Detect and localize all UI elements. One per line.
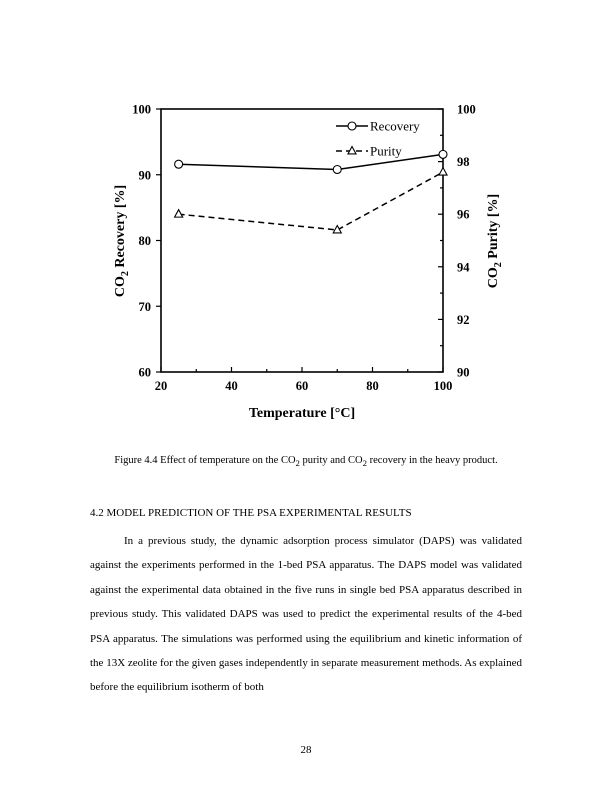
axis-label-subscript: 2 bbox=[493, 262, 504, 268]
legend-label-recovery: Recovery bbox=[370, 118, 420, 134]
y-right-tick-label: 96 bbox=[457, 207, 470, 222]
caption-subscript: 2 bbox=[295, 458, 300, 469]
y-right-tick-label: 92 bbox=[457, 312, 470, 327]
series-line-recovery bbox=[179, 154, 443, 169]
y-right-tick-label: 94 bbox=[457, 260, 470, 275]
x-tick-label: 40 bbox=[225, 379, 238, 393]
caption-text: Figure 4.4 Effect of temperature on the CO bbox=[114, 455, 296, 466]
caption-subscript: 2 bbox=[362, 458, 367, 469]
x-axis-label: Temperature [°C] bbox=[248, 406, 356, 421]
axis-label-subscript: 2 bbox=[120, 271, 131, 277]
axis-label-part: CO bbox=[113, 276, 128, 298]
data-point-recovery bbox=[175, 160, 183, 168]
caption-text: purity and CO bbox=[299, 455, 363, 466]
x-tick-label: 80 bbox=[366, 379, 379, 393]
data-point-purity bbox=[175, 210, 183, 217]
series-line-purity bbox=[179, 172, 443, 230]
y-left-tick-label: 60 bbox=[138, 365, 151, 380]
x-tick-label: 60 bbox=[295, 379, 309, 393]
y-axis-label-left bbox=[113, 185, 131, 297]
y-axis-label-right bbox=[486, 194, 504, 288]
x-tick-label: 100 bbox=[433, 379, 453, 393]
y-left-tick-label: 90 bbox=[138, 168, 151, 183]
data-point-recovery bbox=[333, 165, 341, 173]
y-left-tick-label: 70 bbox=[138, 299, 151, 314]
legend-label-purity: Purity bbox=[370, 143, 402, 159]
y-right-tick-label: 98 bbox=[457, 155, 470, 170]
y-left-tick-label: 100 bbox=[132, 102, 151, 117]
caption-text: recovery in the heavy product. bbox=[367, 455, 498, 466]
legend-marker-purity bbox=[348, 147, 356, 154]
data-point-purity bbox=[439, 168, 447, 175]
page-number: 28 bbox=[300, 744, 312, 756]
axis-label-part: Recovery [%] bbox=[113, 184, 128, 272]
paragraph-text: In a previous study, the dynamic adsorption process simulator (DAPS) was validated against the experiments performed in the 1-bed PSA apparatus. The DAPS model was validated against the experimental data obtained in the five runs in single bed PSA apparatus described in previous study. This validated DAPS was used to predict the experimental results of the 4-bed PSA apparatus. The simulations was performed using the equilibrium and kinetic information of the 13X zeolite for the given gases independently in separate measurement methods. As explained before the equilibrium isotherm of both bbox=[90, 535, 522, 694]
y-left-tick-label: 80 bbox=[138, 234, 151, 248]
data-point-recovery bbox=[439, 150, 447, 158]
axis-label-part: Purity [%] bbox=[486, 193, 501, 263]
figure-caption bbox=[100, 454, 512, 470]
section-heading: 4.2 MODEL PREDICTION OF THE PSA EXPERIMENTAL RESULTS bbox=[90, 507, 412, 519]
y-right-tick-label: 100 bbox=[457, 102, 476, 117]
x-tick-label: 20 bbox=[154, 379, 168, 393]
y-right-tick-label: 90 bbox=[457, 365, 470, 380]
body-paragraph bbox=[90, 529, 522, 700]
legend-marker-recovery bbox=[348, 122, 356, 130]
axis-label-part: CO bbox=[486, 267, 501, 289]
